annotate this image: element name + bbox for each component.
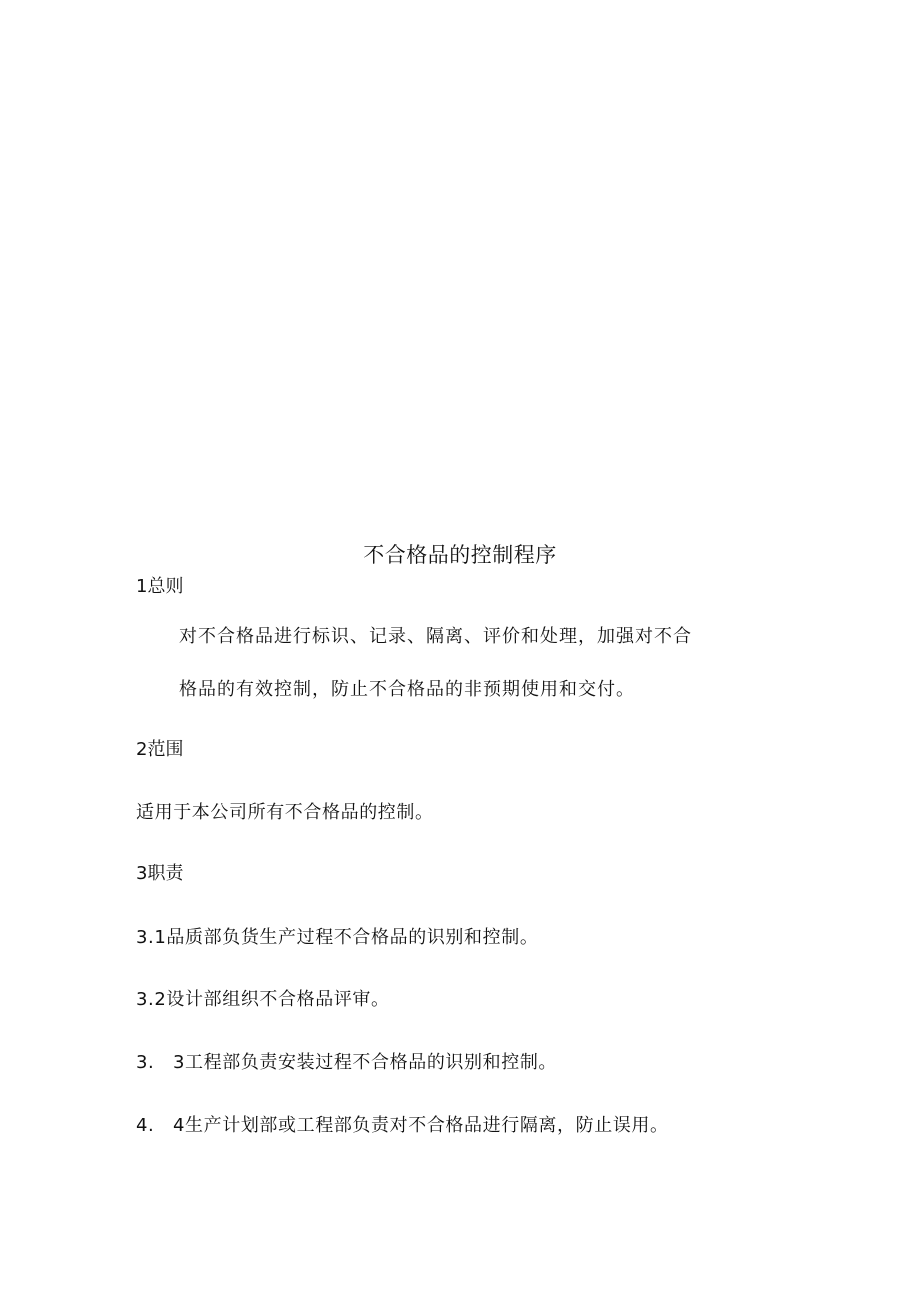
responsibility-item: 3.2设计部组织不合格品评审。 bbox=[136, 989, 390, 1010]
section-heading-responsibilities: 3职责 bbox=[136, 863, 184, 884]
general-paragraph-line-2: 格品的有效控制，防止不合格品的非预期使用和交付。 bbox=[179, 679, 635, 700]
responsibility-item: 3.1品质部负货生产过程不合格品的识别和控制。 bbox=[136, 927, 539, 948]
general-paragraph-line-1: 对不合格品进行标识、记录、隔离、评价和处理，加强对不合 bbox=[179, 626, 692, 647]
document-title: 不合格品的控制程序 bbox=[363, 543, 557, 567]
scope-text: 适用于本公司所有不合格品的控制。 bbox=[136, 802, 434, 823]
responsibility-item: 4. 4生产计划部或工程部负责对不合格品进行隔离，防止误用。 bbox=[136, 1115, 669, 1136]
section-heading-general: 1总则 bbox=[136, 576, 184, 597]
section-heading-scope: 2范围 bbox=[136, 739, 184, 760]
responsibility-item: 3. 3工程部负责安装过程不合格品的识别和控制。 bbox=[136, 1052, 558, 1073]
